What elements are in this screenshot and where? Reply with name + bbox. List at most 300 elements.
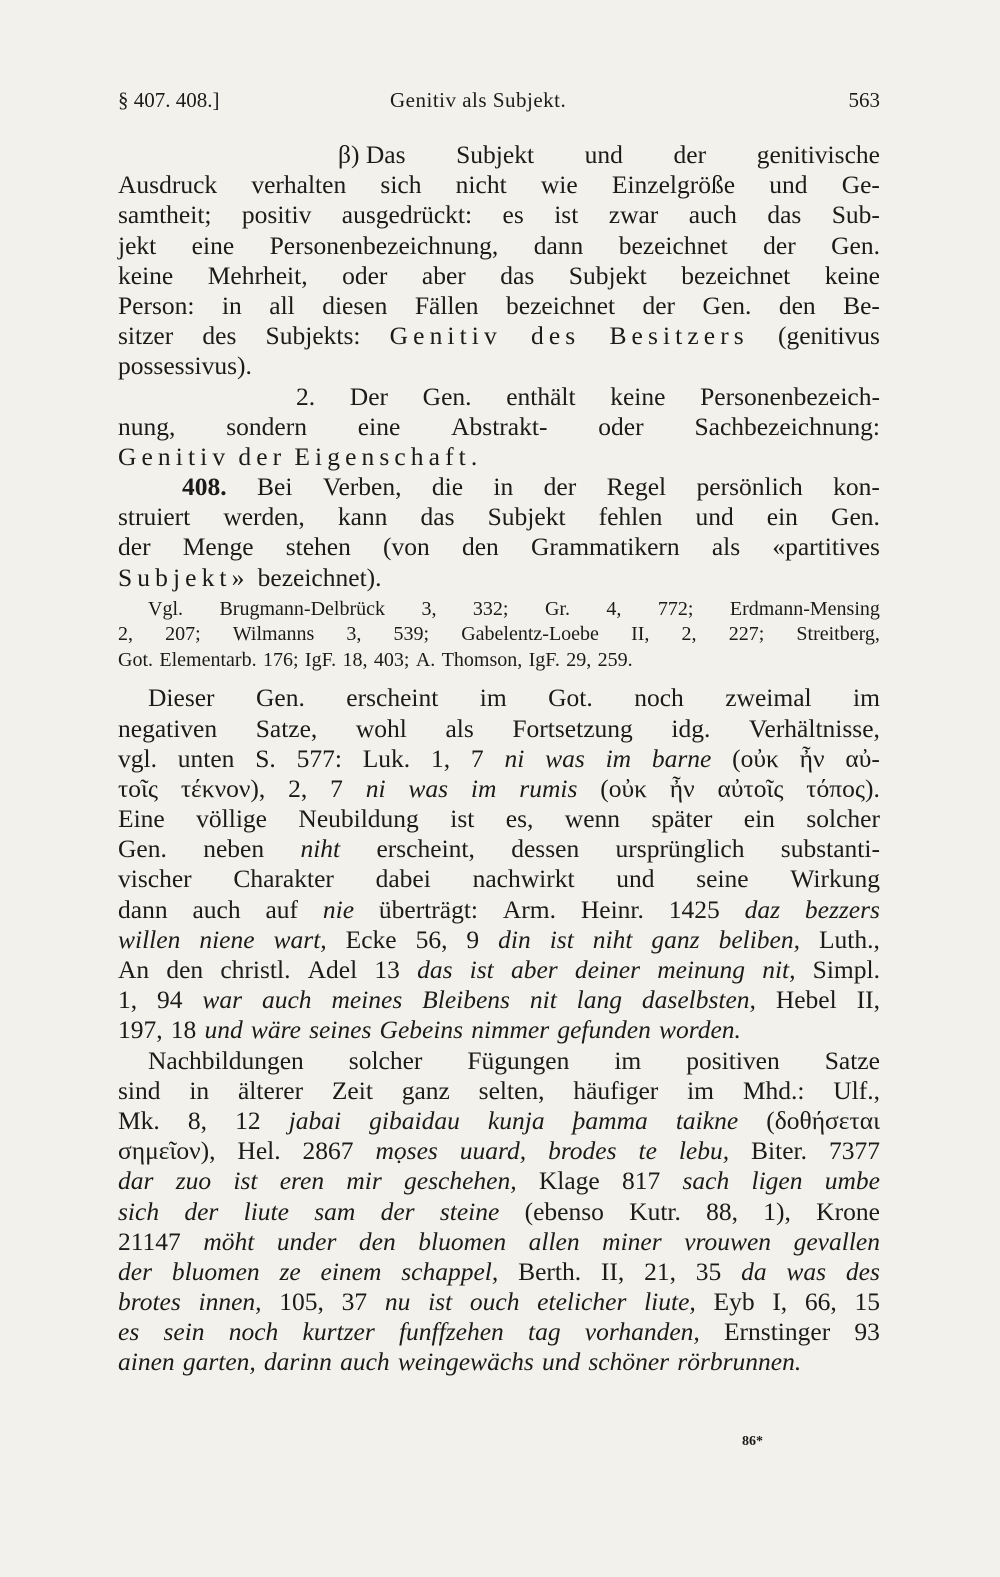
word: jabai xyxy=(288,1105,342,1135)
word: garten, xyxy=(182,1347,256,1377)
word: liute xyxy=(243,1196,289,1226)
word: struiert xyxy=(118,502,191,532)
word: es xyxy=(118,1317,140,1347)
word: under xyxy=(276,1226,337,1256)
word: Einzelgröße xyxy=(611,170,736,200)
word: 408. xyxy=(182,472,227,502)
word: 207; xyxy=(165,623,201,646)
word: und xyxy=(204,1015,243,1045)
word: II, xyxy=(600,1256,625,1286)
word: ni xyxy=(365,773,386,803)
word: der xyxy=(673,140,707,169)
word: sein xyxy=(163,1317,205,1347)
word: im xyxy=(470,773,497,803)
word: etelicher xyxy=(537,1287,627,1317)
word: Subjekt xyxy=(568,260,647,290)
word: rumis xyxy=(519,773,578,803)
word: sich xyxy=(380,170,422,200)
text-line xyxy=(118,382,880,412)
word: der xyxy=(642,290,676,320)
word: Krone xyxy=(816,1196,880,1226)
word: 1, xyxy=(118,985,138,1015)
word: (οὐκ xyxy=(600,773,647,803)
word: (genitivus xyxy=(777,321,880,351)
word: 817 xyxy=(622,1166,661,1196)
word: 176; xyxy=(262,648,299,671)
word: Biter. xyxy=(751,1136,808,1166)
text-line xyxy=(118,563,880,593)
word: Simpl. xyxy=(812,955,880,984)
word: unten xyxy=(177,743,235,773)
word: schöner xyxy=(588,1347,670,1377)
word: Satze xyxy=(824,1045,880,1075)
text-line xyxy=(118,1257,880,1287)
word: 7377 xyxy=(828,1136,880,1166)
word: kann xyxy=(337,502,388,532)
word: wenn xyxy=(564,804,621,834)
word: 21147 xyxy=(118,1226,181,1256)
word: Bei xyxy=(257,472,293,502)
text-line xyxy=(118,774,880,804)
word: A. xyxy=(415,648,436,671)
word: 56, xyxy=(415,924,448,954)
word: barne xyxy=(651,743,712,773)
word: der xyxy=(118,532,151,562)
word: rörbrunnen. xyxy=(677,1347,802,1377)
word: überträgt: xyxy=(378,894,478,924)
text-line xyxy=(118,925,880,955)
word: τέκνον), xyxy=(180,773,266,803)
word: Personenbezeichnung, xyxy=(269,230,499,260)
word: neben xyxy=(203,834,265,864)
word: des xyxy=(845,1256,880,1286)
word: negativen xyxy=(118,713,218,743)
word: 3, xyxy=(421,597,437,620)
text-line xyxy=(118,442,880,472)
word: αὐ- xyxy=(845,743,880,773)
word: Eine xyxy=(118,804,165,834)
word: lang xyxy=(576,985,623,1015)
word: Subjekt xyxy=(487,502,566,532)
word: Charakter xyxy=(233,864,334,894)
word: all xyxy=(269,290,295,320)
word: deiner xyxy=(574,955,641,984)
page-number: 563 xyxy=(848,88,880,112)
word: dessen xyxy=(511,834,580,864)
signature-mark: 86* xyxy=(742,1434,763,1449)
word: später xyxy=(651,804,713,834)
word: Subjekt xyxy=(456,140,535,169)
word: sach xyxy=(682,1166,730,1196)
text-line xyxy=(118,532,880,562)
text-line xyxy=(118,955,880,985)
reference-block xyxy=(118,597,880,674)
word: geschehen, xyxy=(404,1166,517,1196)
word: 8, xyxy=(187,1105,208,1135)
word: in xyxy=(189,1075,210,1105)
word: dann xyxy=(118,894,168,924)
text-line xyxy=(118,683,880,713)
word: keine xyxy=(824,260,880,290)
word: 7 xyxy=(470,743,484,773)
word: 2. xyxy=(296,381,316,411)
word: 13 xyxy=(374,955,400,984)
word: αὐτοῖς xyxy=(717,773,784,803)
word: aber xyxy=(421,260,466,290)
word: II, xyxy=(631,623,650,646)
word: worden. xyxy=(658,1015,741,1045)
word: 35 xyxy=(695,1256,722,1286)
word: 1), xyxy=(763,1196,791,1226)
word: 37 xyxy=(341,1287,368,1317)
word: christl. xyxy=(220,955,291,984)
word: nit, xyxy=(762,955,796,984)
word: 18 xyxy=(170,1015,197,1045)
word: wohl xyxy=(355,713,407,743)
word: Fügungen xyxy=(467,1045,570,1075)
word: eine xyxy=(357,411,401,441)
text-line xyxy=(118,622,880,648)
word: der xyxy=(543,472,577,502)
word: 9 xyxy=(466,924,480,954)
word: solcher xyxy=(348,1045,423,1075)
word: weingewächs xyxy=(397,1347,534,1377)
word: positiven xyxy=(686,1045,780,1075)
word: als xyxy=(711,532,741,562)
word: vorhanden, xyxy=(584,1317,700,1347)
word: bezeichnet xyxy=(681,260,791,290)
word: des xyxy=(530,321,581,351)
word: erscheint xyxy=(346,683,439,713)
word: brodes xyxy=(548,1136,617,1166)
text-line xyxy=(118,412,880,442)
word: das xyxy=(767,200,802,230)
word: bezeichnet xyxy=(506,290,616,320)
word: sich xyxy=(118,1196,160,1226)
word: Gen. xyxy=(831,502,880,532)
word: lebu, xyxy=(678,1136,730,1166)
word: funffzehen xyxy=(398,1317,504,1347)
word: niene xyxy=(199,924,255,954)
word: τοῖς xyxy=(118,773,158,803)
word: uuard, xyxy=(459,1136,527,1166)
word: Verben, xyxy=(322,472,402,502)
text-line xyxy=(118,744,880,774)
word: tag xyxy=(528,1317,561,1347)
word: eine xyxy=(191,230,235,260)
word: enthält xyxy=(506,381,576,411)
word: Fortsetzung xyxy=(512,713,633,743)
word: der xyxy=(238,441,287,471)
word: 66, xyxy=(804,1287,837,1317)
word: Menge xyxy=(182,532,254,562)
word: noch xyxy=(228,1317,279,1347)
word: niht xyxy=(592,924,633,954)
word: ist xyxy=(469,955,494,984)
word: Gen. xyxy=(702,290,752,320)
text-line xyxy=(118,597,880,623)
word: Streitberg, xyxy=(796,623,880,646)
word: das xyxy=(417,955,453,984)
word: steine xyxy=(439,1196,500,1226)
word: kon- xyxy=(833,472,880,502)
word: Fällen xyxy=(414,290,479,320)
word: einem xyxy=(320,1256,382,1286)
word: bezzers xyxy=(804,894,880,924)
word: Mk. xyxy=(118,1105,160,1135)
word: possessivus). xyxy=(118,351,252,381)
word: Genitiv xyxy=(389,321,502,351)
word: σημεῖον), xyxy=(118,1136,216,1166)
word: Luk. xyxy=(362,743,411,773)
text-line xyxy=(118,261,880,291)
word: Ernstinger xyxy=(723,1317,831,1347)
word: diesen xyxy=(322,290,388,320)
word: 12 xyxy=(235,1105,261,1135)
word: ganz xyxy=(401,1075,450,1105)
word: zuo xyxy=(175,1166,212,1196)
word: im xyxy=(687,1075,715,1105)
word: S. xyxy=(255,743,276,773)
text-line xyxy=(118,170,880,200)
word: werden, xyxy=(223,502,305,532)
word: Person: xyxy=(118,290,195,320)
word: Heinr. xyxy=(580,894,644,924)
word: vgl. xyxy=(118,743,157,773)
word: häufiger xyxy=(573,1075,659,1105)
text-line xyxy=(118,1106,880,1136)
word: und xyxy=(616,864,655,894)
word: Brugmann-Delbrück xyxy=(219,597,385,620)
word: wart, xyxy=(273,924,327,954)
word: Hel. xyxy=(237,1136,281,1166)
word: ligen xyxy=(751,1166,803,1196)
word: Ge- xyxy=(841,170,880,200)
word: darinn xyxy=(263,1347,332,1377)
word: 1, xyxy=(430,743,451,773)
word: 2867 xyxy=(302,1136,354,1166)
text-line xyxy=(118,351,880,381)
word: ist xyxy=(428,1287,453,1317)
word: eren xyxy=(279,1166,325,1196)
word: I, xyxy=(772,1287,788,1317)
word: dar xyxy=(118,1166,154,1196)
word: willen xyxy=(118,924,181,954)
word: β) Das xyxy=(338,140,406,169)
word: Wilmanns xyxy=(232,623,315,646)
word: Erdmann-Mensing xyxy=(729,597,880,620)
word: das xyxy=(500,260,535,290)
word: substanti- xyxy=(780,834,880,864)
word: ἦν xyxy=(799,743,825,773)
word: den xyxy=(358,1226,396,1256)
text-line xyxy=(118,1015,880,1045)
word: Eigenschaft. xyxy=(294,441,483,471)
word: Bleibens xyxy=(422,985,510,1015)
word: Abstrakt- xyxy=(451,411,548,441)
word: älterer xyxy=(237,1075,304,1105)
word: Be- xyxy=(843,290,880,320)
word: Gebeins xyxy=(379,1015,464,1045)
word: wie xyxy=(540,170,578,200)
word: den xyxy=(166,955,204,984)
word: innen, xyxy=(198,1287,262,1317)
word: Grammatikern xyxy=(530,532,680,562)
word: 2, xyxy=(288,773,308,803)
word: allen xyxy=(528,1226,580,1256)
word: wäre xyxy=(250,1015,301,1045)
word: ist xyxy=(549,924,574,954)
text-line xyxy=(118,804,880,834)
word: Gabelentz-Loebe xyxy=(461,623,599,646)
word: 4, xyxy=(606,597,622,620)
word: 577: xyxy=(296,743,342,773)
word: Satze, xyxy=(255,713,318,743)
word: seine xyxy=(696,864,749,894)
word: τόπος). xyxy=(806,773,880,803)
word: IgF. xyxy=(304,648,337,671)
word: nie xyxy=(322,894,355,924)
word: Wirkung xyxy=(790,864,880,894)
word: (von xyxy=(383,532,430,562)
word: Adel xyxy=(307,955,358,984)
word: 259. xyxy=(597,648,633,671)
word: 29, xyxy=(566,648,592,671)
word: im xyxy=(605,743,632,773)
word: þamma xyxy=(572,1105,648,1135)
word: 1425 xyxy=(668,894,720,924)
word: noch xyxy=(634,683,684,713)
word: selten, xyxy=(478,1075,545,1105)
word: sondern xyxy=(226,411,307,441)
word: Mhd.: xyxy=(742,1075,805,1105)
text-line xyxy=(118,200,880,230)
word: ursprünglich xyxy=(615,834,745,864)
word: auch xyxy=(340,1347,390,1377)
word: nimmer xyxy=(471,1015,550,1045)
word: den xyxy=(778,290,816,320)
word: Got. xyxy=(118,648,153,671)
word: im xyxy=(479,683,507,713)
word: sam xyxy=(314,1196,356,1226)
word: Ecke xyxy=(345,924,397,954)
text-line xyxy=(118,1227,880,1257)
word: 539; xyxy=(393,623,430,646)
word: im xyxy=(853,683,880,713)
word: ἦν xyxy=(669,773,695,803)
word: umbe xyxy=(824,1166,880,1196)
word: ein xyxy=(743,804,775,834)
word: 93 xyxy=(854,1317,880,1347)
word: bezeichnet xyxy=(618,230,728,260)
word: Got. xyxy=(548,683,593,713)
word: bluomen xyxy=(418,1226,507,1256)
word: miner xyxy=(602,1226,662,1256)
word: nit xyxy=(529,985,557,1015)
text-line xyxy=(118,1166,880,1196)
word: mọses xyxy=(375,1136,438,1166)
word: und xyxy=(541,1347,581,1377)
word: jekt xyxy=(118,230,157,260)
word: stehen xyxy=(285,532,351,562)
word: schappel, xyxy=(401,1256,499,1286)
word: Elementarb. xyxy=(159,648,257,671)
word: Subjekts: xyxy=(265,321,361,351)
word: zwar xyxy=(608,200,659,230)
text-line xyxy=(118,321,880,351)
running-title: Genitiv als Subjekt. xyxy=(390,88,567,112)
word: der xyxy=(118,1256,152,1286)
text-line xyxy=(118,648,880,674)
word: als xyxy=(445,713,474,743)
word: des xyxy=(202,321,237,351)
word: der xyxy=(184,1196,219,1226)
word: im xyxy=(614,1045,642,1075)
section-reference: § 407. 408.] xyxy=(118,88,220,112)
word: nung, xyxy=(118,411,176,441)
word: in xyxy=(493,472,514,502)
word: ni xyxy=(504,743,525,773)
word: liute, xyxy=(644,1287,696,1317)
word: ist xyxy=(554,200,579,230)
word: nicht xyxy=(455,170,507,200)
word: fehlen xyxy=(598,502,663,532)
word: samtheit; xyxy=(118,200,212,230)
word: II, xyxy=(856,985,880,1015)
word: auch xyxy=(688,200,737,230)
word: 94 xyxy=(157,985,183,1015)
word: was xyxy=(786,1256,827,1286)
word: und xyxy=(769,170,808,200)
text-line xyxy=(118,714,880,744)
word: sitzer xyxy=(118,321,174,351)
word: gibaidau xyxy=(369,1105,460,1135)
word: 227; xyxy=(728,623,765,646)
word: 21, xyxy=(644,1256,676,1286)
text-line xyxy=(118,1046,880,1076)
word: und xyxy=(695,502,734,532)
text-line xyxy=(118,1136,880,1166)
word: 105, xyxy=(279,1287,324,1317)
text-line xyxy=(118,1197,880,1227)
word: ouch xyxy=(469,1287,520,1317)
word: persönlich xyxy=(696,472,803,502)
word: Berth. xyxy=(518,1256,582,1286)
word: meines xyxy=(331,985,403,1015)
word: te xyxy=(638,1136,657,1166)
word: Mehrheit, xyxy=(207,260,308,290)
text-line xyxy=(118,864,880,894)
word: das xyxy=(420,502,455,532)
word: nu xyxy=(384,1287,411,1317)
word: 403; xyxy=(373,648,410,671)
word: oder xyxy=(342,260,388,290)
word: Gen. xyxy=(118,834,167,864)
text-line xyxy=(118,472,880,502)
word: kunja xyxy=(487,1105,545,1135)
word: ausgedrückt: xyxy=(341,200,473,230)
word: vischer xyxy=(118,864,192,894)
word: positiv xyxy=(241,200,312,230)
word: oder xyxy=(598,411,644,441)
word: ainen xyxy=(118,1347,175,1377)
page-body xyxy=(118,140,880,1378)
word: beliben, xyxy=(718,924,800,954)
text-line xyxy=(118,1287,880,1317)
word: An xyxy=(118,955,150,984)
word: ze xyxy=(279,1256,301,1286)
word: Verhältnisse, xyxy=(748,713,880,743)
